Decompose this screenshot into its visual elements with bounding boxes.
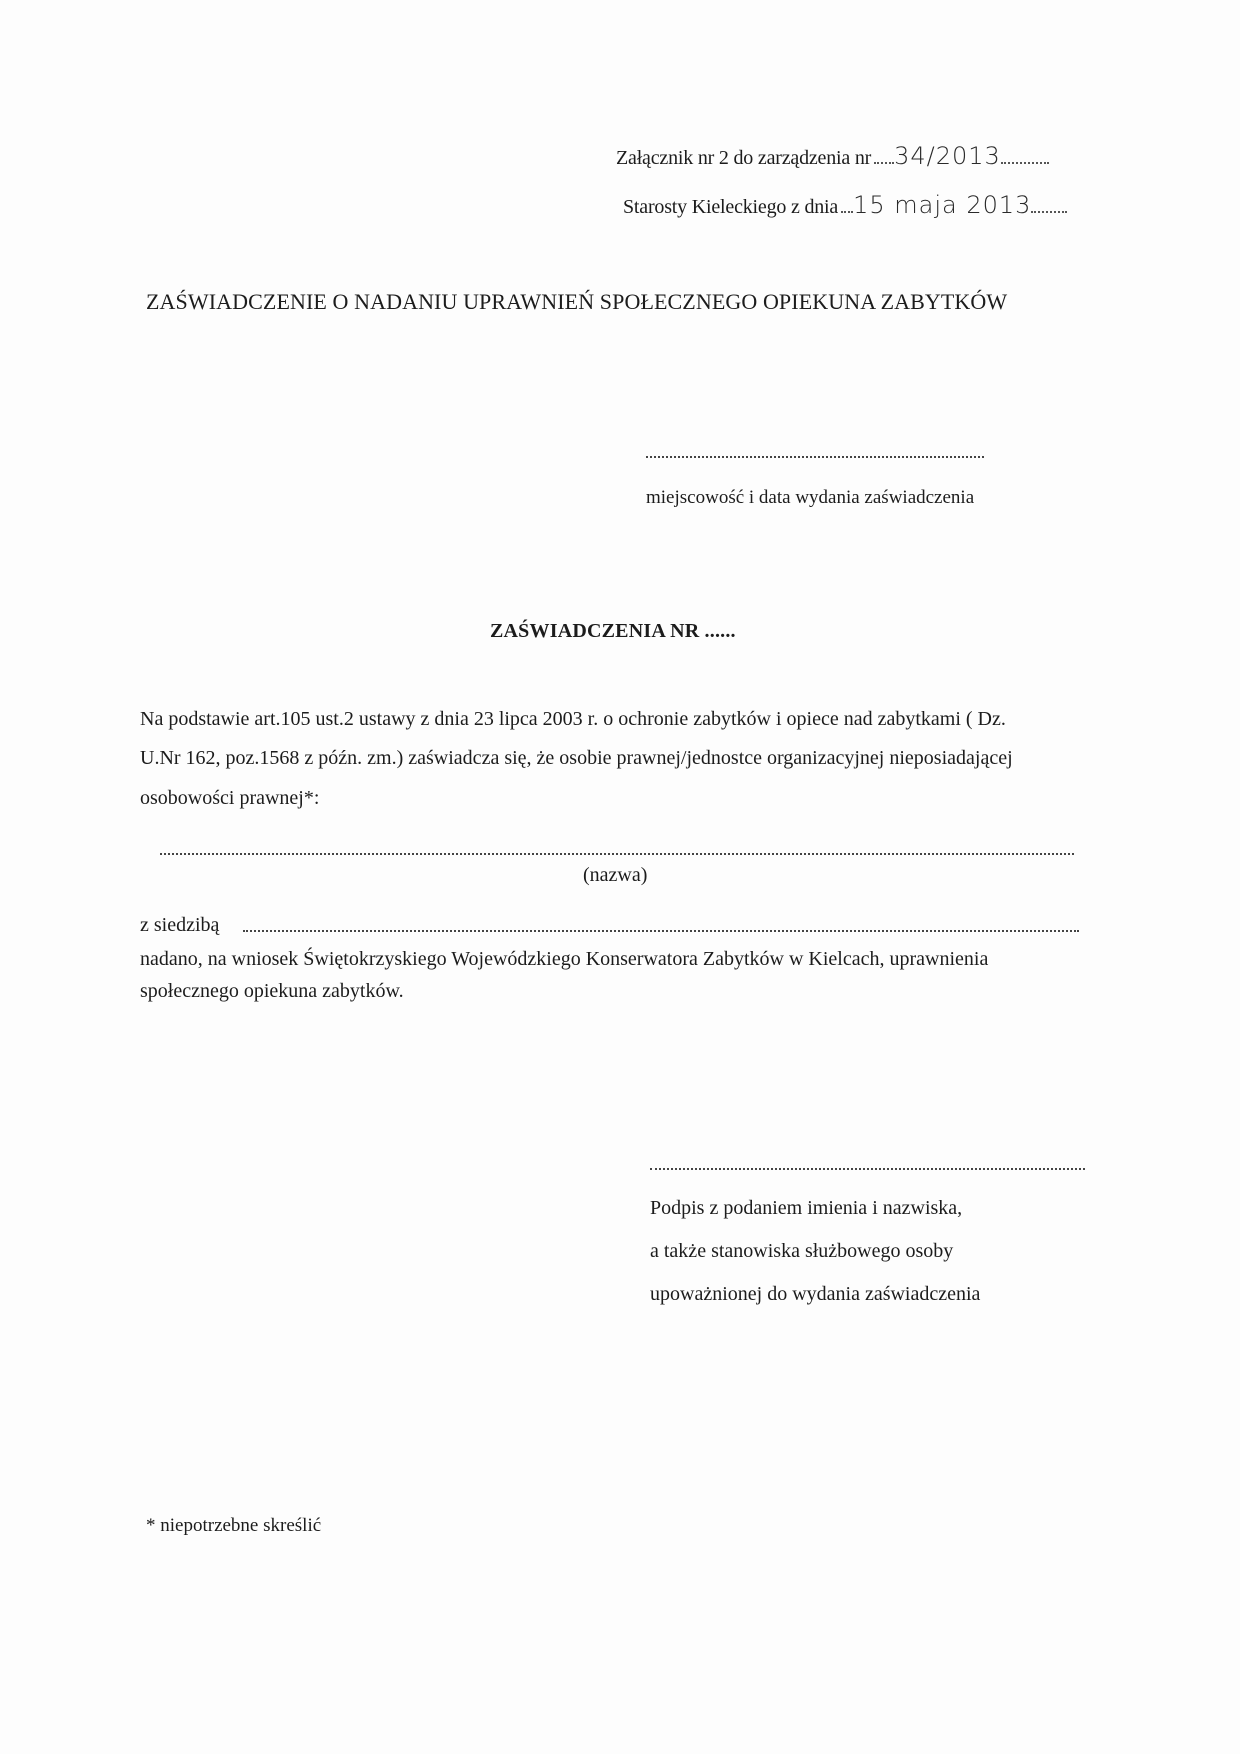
body-line-3: osobowości prawnej*: [140, 787, 320, 809]
granted-line-2: społecznego opiekuna zabytków. [140, 980, 404, 1002]
footnote: * niepotrzebne skreślić [146, 1515, 322, 1536]
granted-line-1: nadano, na wniosek Świętokrzyskiego Wojewódzkiego Konserwatora Zabytków w Kielcach, uprawnienia [140, 948, 989, 970]
annex-line-1 [616, 142, 1049, 170]
body-line-1: Na podstawie art.105 ust.2 ustawy z dnia 23 lipca 2003 r. o ochronie zabytków i opiece nad zabytkami ( Dz. [140, 708, 1006, 730]
document-title: ZAŚWIADCZENIE O NADANIU UPRAWNIEŃ SPOŁECZNEGO OPIEKUNA ZABYTKÓW [146, 289, 1008, 314]
certificate-number-heading: ZAŚWIADCZENIA NR ...... [490, 620, 736, 642]
place-date-caption: miejscowość i data wydania zaświadczenia [646, 487, 975, 508]
name-field [160, 853, 1074, 855]
annex-line-2 [623, 191, 1067, 219]
seat-label: z siedzibą [140, 914, 220, 936]
handwritten-order-number: 34/2013 [894, 142, 1001, 170]
signature-caption-line-2: a także stanowiska służbowego osoby [650, 1240, 954, 1262]
signature-caption-line-1: Podpis z podaniem imienia i nazwiska, [650, 1197, 963, 1219]
name-caption: (nazwa) [583, 864, 648, 886]
signature-field [650, 1168, 1085, 1170]
place-date-field [646, 456, 984, 458]
seat-field [243, 930, 1079, 932]
handwritten-order-date: 15 maja 2013 [853, 191, 1032, 219]
annex-order-label: Załącznik nr 2 do zarządzenia nr [616, 147, 872, 169]
signature-caption-line-3: upoważnionej do wydania zaświadczenia [650, 1283, 981, 1305]
body-line-2: U.Nr 162, poz.1568 z późn. zm.) zaświadcza się, że osobie prawnej/jednostce organizacyjnej nieposiadającej [140, 747, 1013, 769]
annex-date-label: Starosty Kieleckiego z dnia [623, 196, 839, 218]
